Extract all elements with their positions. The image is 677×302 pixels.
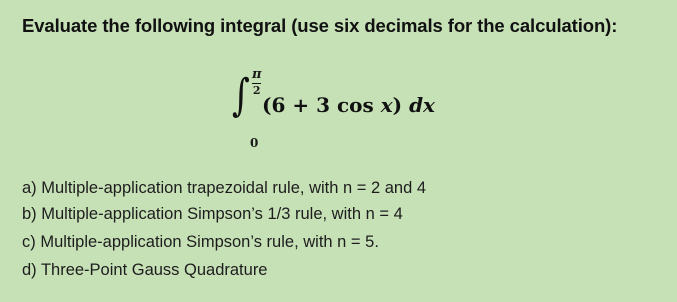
integral-sign: ∫ bbox=[232, 70, 250, 121]
question-item-d: d) Three-Point Gauss Quadrature bbox=[22, 261, 268, 279]
question-list bbox=[22, 174, 426, 284]
integral-expression bbox=[232, 67, 492, 164]
upper-limit bbox=[252, 68, 262, 96]
integrand-prefix: (6 + 3 cos bbox=[262, 93, 381, 117]
upper-limit-denominator: 2 bbox=[252, 84, 261, 98]
upper-limit-numerator: π bbox=[252, 67, 262, 82]
integrand-variable: x bbox=[380, 93, 393, 117]
lower-limit: 0 bbox=[250, 136, 259, 150]
problem-title: Evaluate the following integral (use six decimals for the calculation): bbox=[22, 15, 618, 36]
question-item-b: b) Multiple-application Simpson’s 1/3 rule, with n = 4 bbox=[22, 205, 403, 223]
question-item-c: c) Multiple-application Simpson’s rule, with n = 5. bbox=[22, 233, 379, 251]
differential: dx bbox=[409, 93, 435, 117]
integrand bbox=[262, 93, 435, 117]
integrand-suffix: ) bbox=[392, 93, 410, 117]
question-item-a: a) Multiple-application trapezoidal rule, with n = 2 and 4 bbox=[22, 179, 427, 197]
